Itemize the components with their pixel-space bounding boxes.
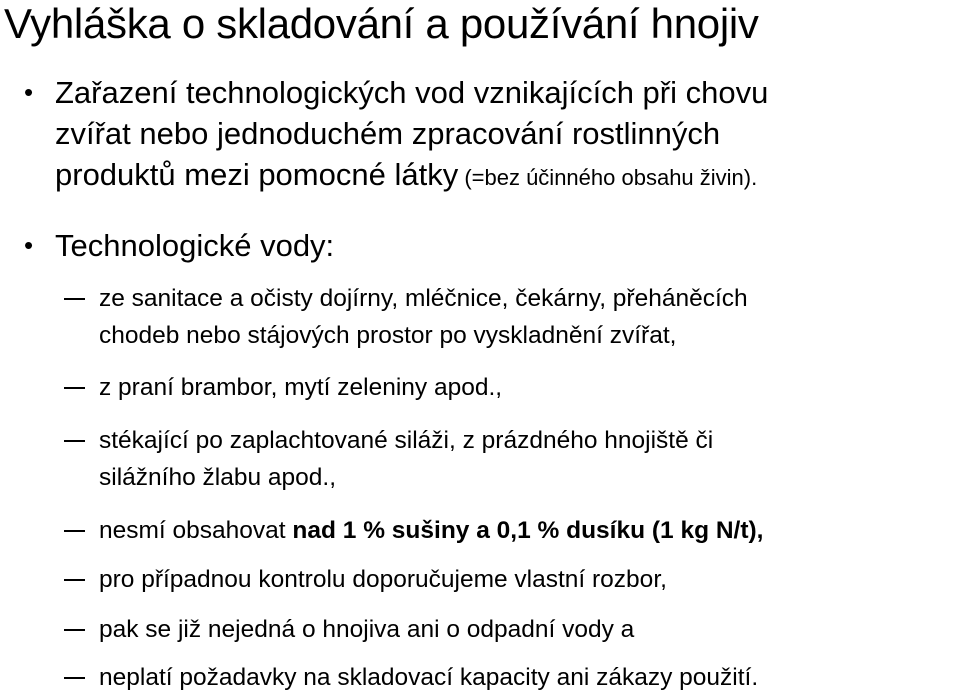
sub-item-line: ze sanitace a očisty dojírny, mléčnice, čekárny, přeháněcích bbox=[99, 285, 748, 312]
dash-icon bbox=[64, 579, 85, 581]
sub-item-text: pro případnou kontrolu doporučujeme vlastní rozbor, bbox=[99, 566, 667, 593]
sub-item-text: nesmí obsahovat bbox=[99, 517, 293, 544]
dash-icon bbox=[64, 387, 85, 389]
sub-item bbox=[64, 512, 929, 549]
dash-icon bbox=[64, 440, 85, 442]
slide-title: Vyhláška o skladování a používání hnojiv bbox=[4, 0, 759, 47]
sub-item-line: chodeb nebo stájových prostor po vyskladnění zvířat, bbox=[99, 322, 677, 349]
sub-item bbox=[64, 659, 929, 696]
dash-icon bbox=[64, 677, 85, 679]
dash-icon bbox=[64, 298, 85, 300]
sub-item bbox=[64, 369, 929, 406]
bullet-line: zvířat nebo jednoduchém zpracování rostlinných bbox=[55, 116, 721, 151]
dash-icon bbox=[64, 629, 85, 631]
bullet-classification bbox=[24, 72, 935, 198]
sub-item-text: neplatí požadavky na skladovací kapacity ani zákazy použití. bbox=[99, 664, 759, 691]
sub-item-bold-text: nad 1 % sušiny a 0,1 % dusíku (1 kg N/t), bbox=[292, 517, 764, 544]
bullet-note: (=bez účinného obsahu živin). bbox=[458, 165, 758, 190]
sub-item-line: stékající po zaplachtované siláži, z prázdného hnojiště či bbox=[99, 427, 714, 454]
sub-item-text: pak se již nejedná o hnojiva ani o odpadní vody a bbox=[99, 616, 635, 643]
bullet-line: produktů mezi pomocné látky bbox=[55, 157, 459, 192]
sub-item-line: silážního žlabu apod., bbox=[99, 464, 336, 491]
bullet-dot-icon: • bbox=[24, 77, 34, 107]
bullet-dot-icon: • bbox=[24, 230, 34, 260]
sub-item-text: z praní brambor, mytí zeleniny apod., bbox=[99, 374, 503, 401]
bullet-text: Technologické vody: bbox=[55, 228, 335, 263]
bullet-technological-waters bbox=[24, 225, 935, 266]
sub-item bbox=[64, 280, 929, 354]
bullet-line: Zařazení technologických vod vznikajících při chovu bbox=[55, 75, 769, 110]
sub-item bbox=[64, 422, 929, 496]
sub-item bbox=[64, 611, 929, 648]
dash-icon bbox=[64, 530, 85, 532]
sub-item bbox=[64, 561, 929, 598]
